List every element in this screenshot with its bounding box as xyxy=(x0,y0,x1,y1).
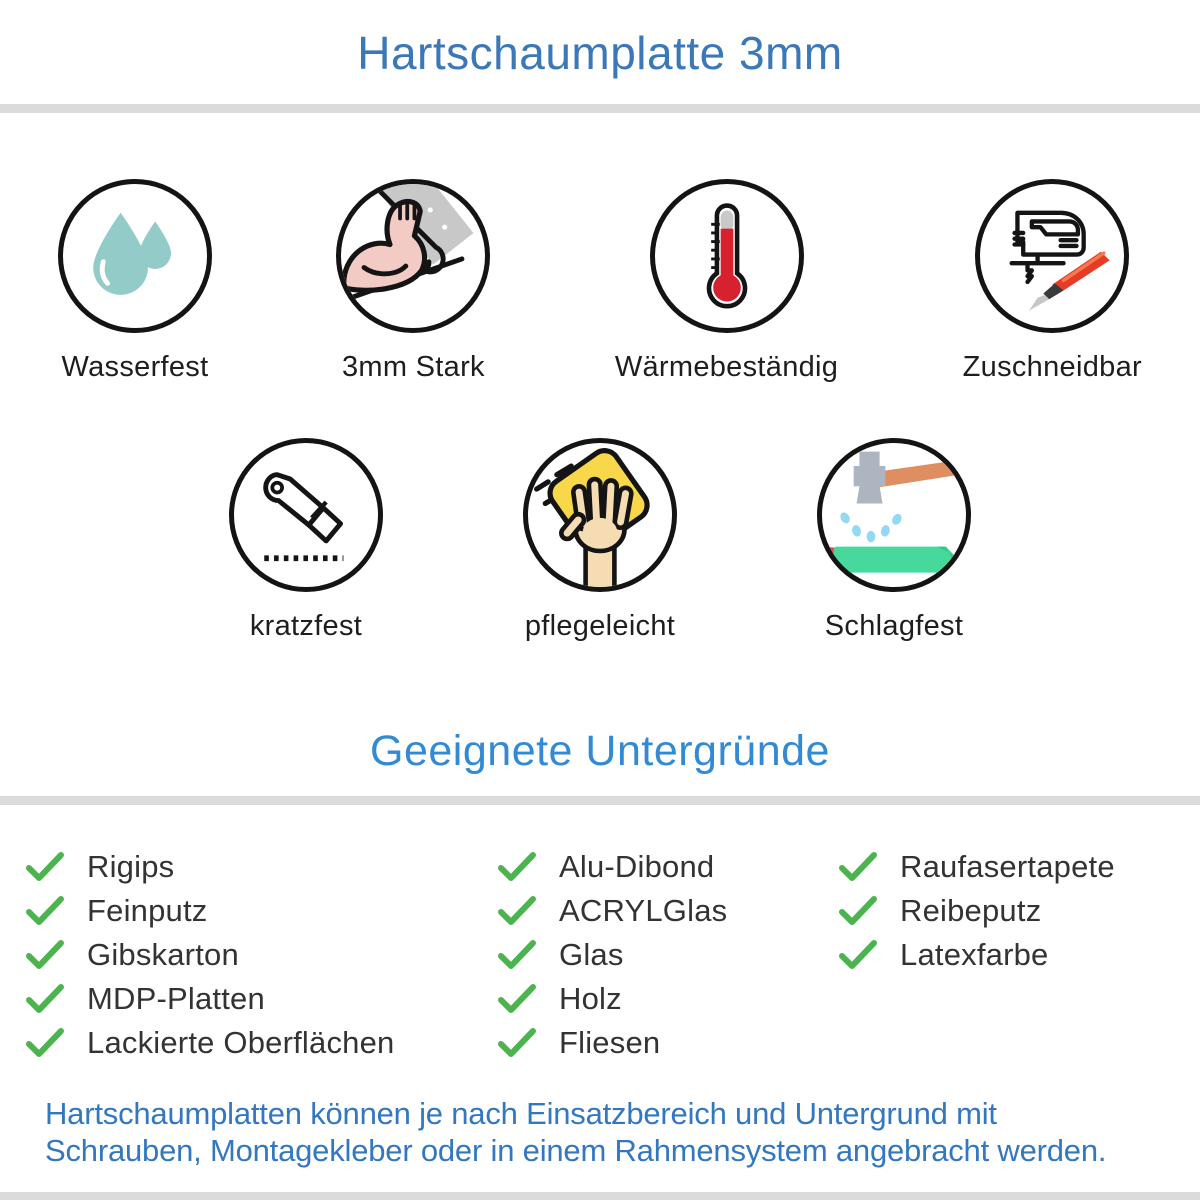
list-item xyxy=(497,933,838,977)
substrate-label: Fliesen xyxy=(559,1025,661,1060)
features-row-1 xyxy=(0,179,1200,384)
substrate-column-3 xyxy=(838,845,1200,1065)
check-icon xyxy=(497,894,537,928)
mounting-note-line1: Hartschaumplatten können je nach Einsatzbereich und Untergrund mit xyxy=(45,1096,997,1131)
check-icon xyxy=(497,982,537,1016)
divider-bottom xyxy=(0,1192,1200,1200)
check-icon xyxy=(25,1026,65,1060)
check-icon xyxy=(838,938,878,972)
list-item xyxy=(497,845,838,889)
list-item xyxy=(497,977,838,1021)
substrate-label: ACRYLGlas xyxy=(559,893,728,928)
substrate-label: Alu-Dibond xyxy=(559,849,715,884)
list-item xyxy=(497,1021,838,1065)
feature-heat-resistant xyxy=(615,179,838,384)
list-item xyxy=(838,933,1200,977)
check-icon xyxy=(497,850,537,884)
jigsaw-cutter-icon xyxy=(975,179,1129,333)
check-icon xyxy=(838,850,878,884)
feature-label: Wasserfest xyxy=(61,351,209,383)
feature-3mm-strong xyxy=(336,179,490,384)
water-drops-icon xyxy=(58,179,212,333)
check-icon xyxy=(25,894,65,928)
list-item xyxy=(25,845,497,889)
check-icon xyxy=(25,850,65,884)
feature-cuttable xyxy=(963,179,1142,384)
check-icon xyxy=(25,982,65,1016)
page-title: Hartschaumplatte 3mm xyxy=(357,27,843,79)
substrate-label: Latexfarbe xyxy=(900,937,1049,972)
hammer-impact-icon xyxy=(817,438,971,592)
list-item xyxy=(25,933,497,977)
mounting-note xyxy=(45,1095,1155,1169)
list-item xyxy=(25,977,497,1021)
check-icon xyxy=(497,1026,537,1060)
features-row-2 xyxy=(0,438,1200,643)
feature-label: Zuschneidbar xyxy=(962,351,1142,383)
feature-waterproof xyxy=(58,179,212,384)
substrate-label: Feinputz xyxy=(87,893,208,928)
substrate-label: Gibskarton xyxy=(87,937,239,972)
feature-label: pflegeleicht xyxy=(524,610,676,642)
list-item xyxy=(25,1021,497,1065)
feature-label: Wärmebeständig xyxy=(614,351,839,383)
mounting-note-line2: Schrauben, Montagekleber oder in einem Rahmensystem angebracht werden. xyxy=(45,1133,1107,1169)
substrate-list xyxy=(0,845,1200,1065)
utility-knife-icon xyxy=(229,438,383,592)
feature-label: 3mm Stark xyxy=(341,351,485,383)
feature-impact-resistant xyxy=(817,438,971,643)
divider-top xyxy=(0,104,1200,113)
check-icon xyxy=(838,894,878,928)
substrate-column-2 xyxy=(497,845,838,1065)
check-icon xyxy=(25,938,65,972)
substrate-label: Lackierte Oberflächen xyxy=(87,1025,395,1060)
feature-scratch-resistant xyxy=(229,438,383,643)
list-item xyxy=(838,889,1200,933)
check-icon xyxy=(497,938,537,972)
muscle-arm-icon xyxy=(336,179,490,333)
list-item xyxy=(838,845,1200,889)
substrate-label: Raufasertapete xyxy=(900,849,1115,884)
feature-easy-care xyxy=(523,438,677,643)
divider-middle xyxy=(0,796,1200,805)
feature-label: Schlagfest xyxy=(824,610,964,642)
substrate-label: Rigips xyxy=(87,849,175,884)
substrate-column-1 xyxy=(25,845,497,1065)
feature-label: kratzfest xyxy=(249,610,363,642)
substrate-label: Glas xyxy=(559,937,624,972)
thermometer-icon xyxy=(650,179,804,333)
substrate-label: Holz xyxy=(559,981,622,1016)
substrate-label: Reibeputz xyxy=(900,893,1042,928)
cleaning-hand-icon xyxy=(523,438,677,592)
substrate-label: MDP-Platten xyxy=(87,981,265,1016)
list-item xyxy=(497,889,838,933)
section-title-substrates: Geeignete Untergründe xyxy=(370,727,830,775)
list-item xyxy=(25,889,497,933)
